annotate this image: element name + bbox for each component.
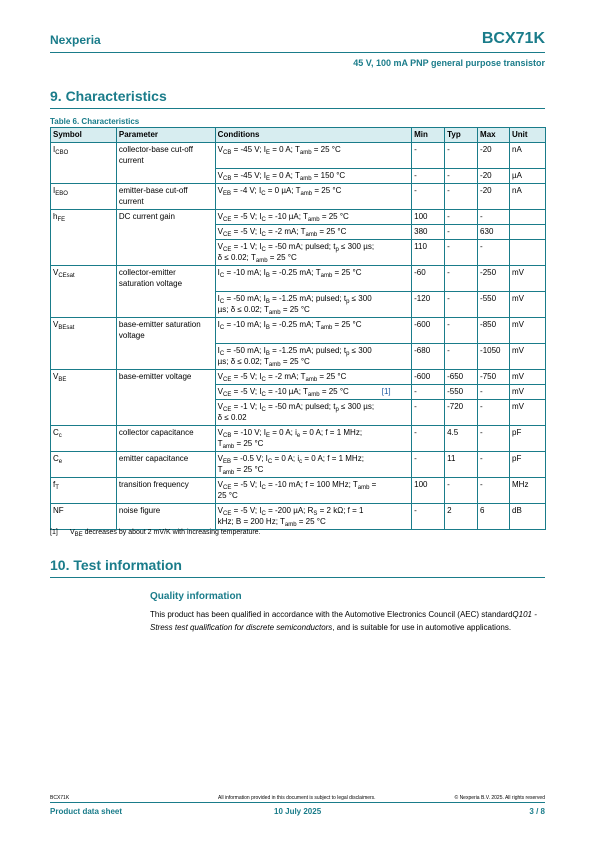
min-cell: -600 (412, 318, 445, 344)
document-subtitle: 45 V, 100 mA PNP general purpose transistor (353, 58, 545, 68)
parameter-cell (116, 225, 215, 240)
max-cell: - (478, 210, 510, 225)
column-header: Parameter (116, 128, 215, 143)
table-header-row (51, 128, 546, 143)
symbol-cell (51, 385, 117, 400)
note-cell (380, 344, 412, 370)
conditions-cell: $V_{CE} = -5$ V; $I_C = -200$ µA; $R_S = 2$ kΩ; f = 1 kHz; B = 200 Hz; $T_{amb} = 25$ °C (215, 504, 380, 530)
min-cell: 110 (412, 240, 445, 266)
symbol-cell (51, 225, 117, 240)
column-header (380, 128, 412, 143)
max-cell: -20 (478, 143, 510, 169)
conditions-cell: $I_C = -10$ mA; $I_B = -0.25$ mA; $T_{amb} = 25$ °C (215, 318, 380, 344)
max-cell: -850 (478, 318, 510, 344)
unit-cell: pF (510, 426, 546, 452)
note-cell (380, 400, 412, 426)
unit-cell: nA (510, 184, 546, 210)
conditions-cell: $V_{CE} = -5$ V; $I_C = -10$ mA; f = 100 MHz; $T_{amb} = 25$ °C (215, 478, 380, 504)
symbol-cell (51, 400, 117, 426)
max-cell: 630 (478, 225, 510, 240)
min-cell: - (412, 385, 445, 400)
conditions-cell: $V_{EB} = -4$ V; $I_C = 0$ µA; $T_{amb} = 25$ °C (215, 184, 380, 210)
conditions-cell: $V_{EB} = -0.5$ V; $I_C = 0$ A; $i_c = 0$ A; f = 1 MHz; $T_{amb} = 25$ °C (215, 452, 380, 478)
min-cell: -120 (412, 292, 445, 318)
max-cell: - (478, 385, 510, 400)
parameter-cell: transition frequency (116, 478, 215, 504)
note-cell (380, 184, 412, 210)
parameter-cell (116, 344, 215, 370)
symbol-cell: $I_{CBO}$ (51, 143, 117, 169)
conditions-cell: $V_{CE} = -5$ V; $I_C = -10$ µA; $T_{amb} = 25$ °C (215, 210, 380, 225)
unit-cell: µA (510, 169, 546, 184)
quality-information-body: This product has been qualified in accordance with the Automotive Electronics Council (AEC) standardQ101 - Stress test qualification for discrete semiconductors, and is suitable for use in automotive applications. (150, 610, 537, 632)
max-cell: -1050 (478, 344, 510, 370)
typ-cell: - (445, 225, 478, 240)
typ-cell: - (445, 292, 478, 318)
typ-cell: - (445, 240, 478, 266)
header-divider (50, 52, 545, 53)
max-cell: - (478, 240, 510, 266)
table-row (51, 400, 546, 426)
table-row (51, 370, 546, 385)
unit-cell (510, 225, 546, 240)
table-row (51, 169, 546, 184)
table-title: Table 6. Characteristics (50, 117, 140, 126)
symbol-cell (51, 240, 117, 266)
max-cell: -750 (478, 370, 510, 385)
table-row (51, 504, 546, 530)
unit-cell (510, 240, 546, 266)
unit-cell: mV (510, 266, 546, 292)
table-row (51, 210, 546, 225)
symbol-cell: $C_e$ (51, 452, 117, 478)
parameter-cell: collector-base cut-off current (116, 143, 215, 169)
note-cell (380, 426, 412, 452)
max-cell: -20 (478, 169, 510, 184)
typ-cell: - (445, 169, 478, 184)
column-header: Min (412, 128, 445, 143)
conditions-cell: $V_{CE} = -5$ V; $I_C = -2$ mA; $T_{amb} = 25$ °C (215, 370, 380, 385)
footnote-text: $V_{BE}$ decreases by about 2 mV/K with increasing temperature. (70, 529, 261, 538)
table-row (51, 143, 546, 169)
column-header: Conditions (215, 128, 380, 143)
table-row (51, 452, 546, 478)
table-row (51, 292, 546, 318)
symbol-cell: $V_{BEsat}$ (51, 318, 117, 344)
typ-cell: - (445, 184, 478, 210)
min-cell: - (412, 184, 445, 210)
typ-cell: -720 (445, 400, 478, 426)
min-cell: - (412, 143, 445, 169)
column-header: Unit (510, 128, 546, 143)
parameter-cell (116, 292, 215, 318)
typ-cell: - (445, 344, 478, 370)
min-cell: -680 (412, 344, 445, 370)
conditions-cell: $V_{CB} = -10$ V; $I_E = 0$ A; $i_e = 0$ A; f = 1 MHz; $T_{amb} = 25$ °C (215, 426, 380, 452)
conditions-cell: $V_{CB} = -45$ V; $I_E = 0$ A; $T_{amb} = 25$ °C (215, 143, 380, 169)
note-cell (380, 318, 412, 344)
table-row (51, 266, 546, 292)
note-cell (380, 370, 412, 385)
parameter-cell: base-emitter voltage (116, 370, 215, 385)
conditions-cell: $V_{CE} = -5$ V; $I_C = -2$ mA; $T_{amb} = 25$ °C (215, 225, 380, 240)
parameter-cell: DC current gain (116, 210, 215, 225)
parameter-cell: collector capacitance (116, 426, 215, 452)
footer-part: BCX71K (50, 795, 70, 801)
parameter-cell (116, 385, 215, 400)
note-cell: [1] (380, 385, 412, 400)
typ-cell: - (445, 210, 478, 225)
footer-divider (50, 802, 545, 803)
conditions-cell: $I_C = -50$ mA; $I_B = -1.25$ mA; pulsed; $t_p \le 300$ µs; δ ≤ 0.02; $T_{amb} = 25$ °C (215, 292, 380, 318)
company-name: Nexperia (50, 33, 101, 47)
table-row (51, 184, 546, 210)
unit-cell: mV (510, 385, 546, 400)
unit-cell: mV (510, 400, 546, 426)
max-cell: - (478, 426, 510, 452)
conditions-cell: $I_C = -10$ mA; $I_B = -0.25$ mA; $T_{amb} = 25$ °C (215, 266, 380, 292)
symbol-cell: $V_{BE}$ (51, 370, 117, 385)
table-row (51, 478, 546, 504)
min-cell: - (412, 452, 445, 478)
unit-cell (510, 210, 546, 225)
typ-cell: - (445, 478, 478, 504)
quality-information-title: Quality information (150, 591, 242, 602)
unit-cell: mV (510, 292, 546, 318)
note-cell (380, 169, 412, 184)
parameter-cell: emitter capacitance (116, 452, 215, 478)
max-cell: -550 (478, 292, 510, 318)
note-cell (380, 210, 412, 225)
column-header: Symbol (51, 128, 117, 143)
min-cell: - (412, 504, 445, 530)
min-cell: -60 (412, 266, 445, 292)
unit-cell: mV (510, 318, 546, 344)
max-cell: - (478, 478, 510, 504)
table-row (51, 344, 546, 370)
unit-cell: nA (510, 143, 546, 169)
conditions-cell: $V_{CB} = -45$ V; $I_E = 0$ A; $T_{amb} = 150$ °C (215, 169, 380, 184)
parameter-cell: collector-emitter saturation voltage (116, 266, 215, 292)
footer-disclaimer: All information provided in this document is subject to legal disclaimers. (218, 795, 376, 801)
parameter-cell: noise figure (116, 504, 215, 530)
note-cell (380, 452, 412, 478)
unit-cell: dB (510, 504, 546, 530)
parameter-cell: base-emitter saturation voltage (116, 318, 215, 344)
note-cell (380, 225, 412, 240)
table-row (51, 225, 546, 240)
section-10-divider (50, 577, 545, 578)
note-cell (380, 143, 412, 169)
note-cell (380, 292, 412, 318)
table-row (51, 426, 546, 452)
max-cell: - (478, 452, 510, 478)
min-cell: 100 (412, 210, 445, 225)
typ-cell: 2 (445, 504, 478, 530)
min-cell: - (412, 400, 445, 426)
min-cell: - (412, 169, 445, 184)
conditions-cell: $I_C = -50$ mA; $I_B = -1.25$ mA; pulsed; $t_p \le 300$ µs; δ ≤ 0.02; $T_{amb} = 25$ °C (215, 344, 380, 370)
footer-doc-type: Product data sheet (50, 807, 123, 816)
note-cell (380, 240, 412, 266)
conditions-cell: $V_{CE} = -1$ V; $I_C = -50$ mA; pulsed; $t_p \le 300$ µs; δ ≤ 0.02 (215, 400, 380, 426)
page-number: 3 / 8 (529, 807, 545, 816)
min-cell: - (412, 426, 445, 452)
symbol-cell: $I_{EBO}$ (51, 184, 117, 210)
footer-date: 10 July 2025 (274, 807, 322, 816)
typ-cell: 11 (445, 452, 478, 478)
typ-cell: - (445, 143, 478, 169)
note-cell (380, 504, 412, 530)
symbol-cell (51, 344, 117, 370)
unit-cell: mV (510, 370, 546, 385)
parameter-cell (116, 169, 215, 184)
footer-copyright: © Nexperia B.V. 2025. All rights reserved (454, 795, 545, 801)
parameter-cell (116, 400, 215, 426)
typ-cell: -550 (445, 385, 478, 400)
min-cell: -600 (412, 370, 445, 385)
parameter-cell (116, 240, 215, 266)
section-9-title: 9. Characteristics (50, 88, 167, 104)
symbol-cell: NF (51, 504, 117, 530)
symbol-cell (51, 292, 117, 318)
symbol-cell: $C_c$ (51, 426, 117, 452)
unit-cell: MHz (510, 478, 546, 504)
note-cell (380, 266, 412, 292)
table-row (51, 240, 546, 266)
symbol-cell (51, 169, 117, 184)
column-header: Typ (445, 128, 478, 143)
conditions-cell: $V_{CE} = -5$ V; $I_C = -10$ µA; $T_{amb} = 25$ °C (215, 385, 380, 400)
unit-cell: pF (510, 452, 546, 478)
typ-cell: -650 (445, 370, 478, 385)
max-cell: 6 (478, 504, 510, 530)
symbol-cell: $f_T$ (51, 478, 117, 504)
unit-cell: mV (510, 344, 546, 370)
min-cell: 100 (412, 478, 445, 504)
characteristics-table (50, 127, 546, 530)
typ-cell: - (445, 266, 478, 292)
symbol-cell: $V_{CEsat}$ (51, 266, 117, 292)
typ-cell: 4.5 (445, 426, 478, 452)
conditions-cell: $V_{CE} = -1$ V; $I_C = -50$ mA; pulsed; $t_p \le 300$ µs; δ ≤ 0.02; $T_{amb} = 25$ °C (215, 240, 380, 266)
typ-cell: - (445, 318, 478, 344)
max-cell: -250 (478, 266, 510, 292)
table-row (51, 385, 546, 400)
max-cell: - (478, 400, 510, 426)
table-row (51, 318, 546, 344)
part-number: BCX71K (481, 30, 545, 47)
min-cell: 380 (412, 225, 445, 240)
footnote-number: [1] (50, 529, 58, 536)
footnote (50, 529, 261, 536)
symbol-cell: $h_{FE}$ (51, 210, 117, 225)
parameter-cell: emitter-base cut-off current (116, 184, 215, 210)
note-cell (380, 478, 412, 504)
section-10-title: 10. Test information (50, 557, 182, 573)
section-9-divider (50, 108, 545, 109)
max-cell: -20 (478, 184, 510, 210)
column-header: Max (478, 128, 510, 143)
